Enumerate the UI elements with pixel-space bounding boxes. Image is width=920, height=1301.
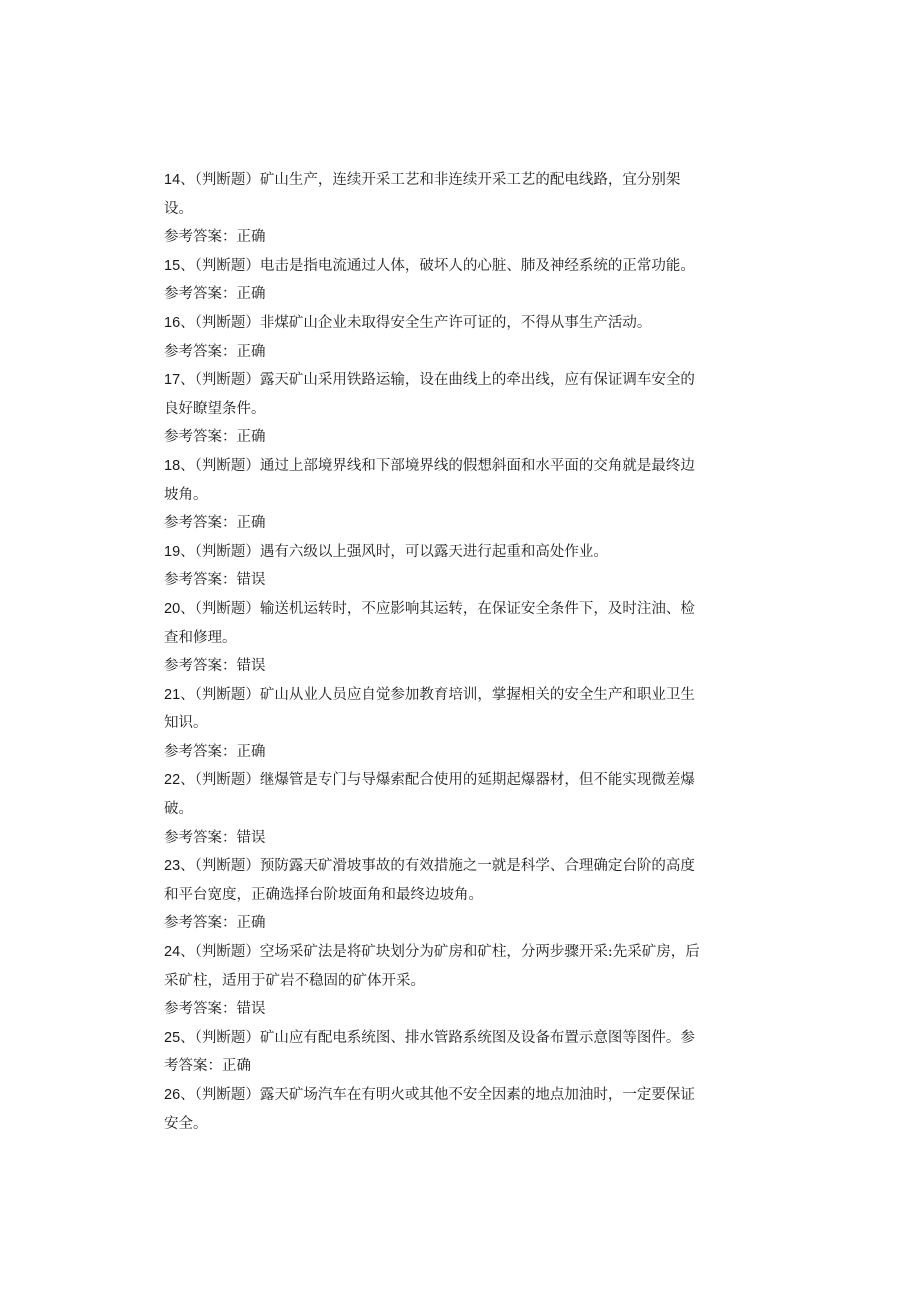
question-text: 遇有六级以上强风时，可以露天进行起重和高处作业。 bbox=[259, 543, 608, 560]
question-text: 安全。 bbox=[164, 1115, 208, 1132]
answer-line bbox=[164, 738, 744, 767]
question-item bbox=[164, 681, 744, 767]
question-number: 14 bbox=[164, 172, 181, 188]
question-line bbox=[164, 166, 744, 195]
answer-label: 参考答案： bbox=[164, 829, 237, 846]
question-number: 16 bbox=[164, 314, 181, 331]
question-type: （判断题） bbox=[194, 1029, 260, 1046]
question-separator: 、 bbox=[180, 457, 195, 474]
answer-line bbox=[164, 509, 744, 538]
question-line bbox=[164, 595, 744, 624]
answer-label: 参考答案： bbox=[164, 915, 237, 932]
question-separator: 、 bbox=[180, 372, 195, 389]
question-item bbox=[164, 538, 744, 595]
question-line bbox=[164, 538, 744, 567]
question-line bbox=[164, 1081, 744, 1110]
question-type: （判断题） bbox=[194, 257, 260, 274]
question-line bbox=[164, 852, 744, 881]
answer-line bbox=[164, 1052, 744, 1081]
question-number: 24 bbox=[164, 944, 181, 961]
question-continuation-line bbox=[164, 195, 744, 224]
question-text: 非煤矿山企业未取得安全生产许可证的，不得从事生产活动。 bbox=[259, 314, 652, 331]
answer-value: 正确 bbox=[236, 286, 266, 303]
answer-line bbox=[164, 223, 744, 252]
question-continuation-line bbox=[164, 881, 744, 910]
question-text: 坡角。 bbox=[164, 486, 208, 503]
question-type: （判断题） bbox=[194, 314, 260, 331]
answer-line bbox=[164, 338, 744, 367]
question-text: 查和修理。 bbox=[164, 629, 237, 646]
question-text: 矿山从业人员应自觉参加教育培训，掌握相关的安全生产和职业卫生 bbox=[259, 686, 695, 703]
question-list bbox=[164, 166, 744, 1138]
question-line bbox=[164, 938, 744, 967]
question-text: 破。 bbox=[164, 801, 193, 818]
question-item bbox=[164, 595, 744, 681]
question-text: 预防露天矿滑坡事故的有效措施之一就是科学、合理确定台阶的高度 bbox=[259, 858, 695, 875]
question-type: （判断题） bbox=[194, 944, 260, 961]
question-separator: 、 bbox=[180, 314, 195, 331]
question-number: 18 bbox=[164, 457, 181, 474]
question-text: 电击是指电流通过人体，破坏人的心脏、肺及神经系统的正常功能。 bbox=[259, 257, 695, 274]
question-text: 矿山应有配电系统图、排水管路系统图及设备布置示意图等图件。参 bbox=[259, 1029, 695, 1046]
question-line bbox=[164, 309, 744, 338]
question-type: （判断题） bbox=[194, 543, 260, 560]
question-type: （判断题） bbox=[194, 172, 260, 188]
answer-value: 错误 bbox=[236, 658, 266, 675]
answer-line bbox=[164, 909, 744, 938]
question-item bbox=[164, 452, 744, 538]
question-item bbox=[164, 1081, 744, 1138]
question-text: 知识。 bbox=[164, 715, 208, 732]
question-number: 19 bbox=[164, 543, 181, 560]
answer-line bbox=[164, 566, 744, 595]
question-text: 输送机运转时，不应影响其运转，在保证安全条件下，及时注油、检 bbox=[259, 600, 695, 617]
question-number: 17 bbox=[164, 372, 181, 389]
question-text: 和平台宽度，正确选择台阶坡面角和最终边坡角。 bbox=[164, 886, 483, 903]
question-number: 22 bbox=[164, 772, 181, 789]
question-continuation-line bbox=[164, 967, 744, 996]
answer-label: 参考答案： bbox=[164, 572, 237, 589]
question-continuation-line bbox=[164, 795, 744, 824]
question-separator: 、 bbox=[180, 858, 195, 875]
question-item bbox=[164, 309, 744, 366]
question-separator: 、 bbox=[180, 944, 195, 961]
question-number: 21 bbox=[164, 686, 181, 703]
answer-label: 参考答案： bbox=[164, 286, 237, 303]
answer-label: 参考答案： bbox=[164, 743, 237, 760]
question-item bbox=[164, 852, 744, 938]
question-type: （判断题） bbox=[194, 372, 260, 389]
question-line bbox=[164, 252, 744, 281]
answer-value: 正确 bbox=[236, 343, 266, 360]
answer-line bbox=[164, 652, 744, 681]
question-type: （判断题） bbox=[194, 772, 260, 789]
question-item bbox=[164, 166, 744, 252]
question-text: 通过上部境界线和下部境界线的假想斜面和水平面的交角就是最终边 bbox=[259, 457, 695, 474]
question-continuation-line bbox=[164, 395, 744, 424]
question-separator: 、 bbox=[180, 686, 195, 703]
question-line bbox=[164, 1024, 744, 1053]
answer-label: 参考答案： bbox=[164, 229, 237, 246]
question-separator: 、 bbox=[180, 1029, 195, 1046]
question-continuation-line bbox=[164, 1110, 744, 1139]
answer-value: 错误 bbox=[236, 829, 266, 846]
question-separator: 、 bbox=[180, 600, 195, 617]
question-text: 露天矿场汽车在有明火或其他不安全因素的地点加油时，一定要保证 bbox=[259, 1087, 695, 1103]
answer-value: 正确 bbox=[222, 1058, 251, 1075]
answer-line bbox=[164, 423, 744, 452]
answer-label: 参考答案： bbox=[164, 515, 237, 532]
question-continuation-line bbox=[164, 481, 744, 510]
question-separator: 、 bbox=[180, 1087, 195, 1103]
question-type: （判断题） bbox=[194, 600, 260, 617]
question-line bbox=[164, 766, 744, 795]
answer-label: 参考答案： bbox=[164, 429, 237, 446]
answer-value: 错误 bbox=[236, 572, 266, 589]
question-number: 23 bbox=[164, 858, 181, 875]
question-number: 15 bbox=[164, 257, 181, 274]
question-type: （判断题） bbox=[194, 686, 260, 703]
question-separator: 、 bbox=[180, 257, 195, 274]
question-number: 25 bbox=[164, 1029, 181, 1046]
answer-label: 参考答案： bbox=[164, 658, 237, 675]
answer-line bbox=[164, 824, 744, 853]
question-item bbox=[164, 766, 744, 852]
question-item bbox=[164, 366, 744, 452]
answer-value: 正确 bbox=[236, 229, 266, 246]
question-text: 露天矿山采用铁路运输，设在曲线上的牵出线，应有保证调车安全的 bbox=[259, 372, 695, 389]
answer-label: 参考答案： bbox=[164, 1001, 237, 1018]
question-line bbox=[164, 452, 744, 481]
question-item bbox=[164, 938, 744, 1024]
answer-value: 错误 bbox=[236, 1001, 266, 1018]
question-type: （判断题） bbox=[194, 457, 260, 474]
answer-value: 正确 bbox=[236, 915, 266, 932]
question-continuation-line bbox=[164, 624, 744, 653]
answer-value: 正确 bbox=[236, 743, 266, 760]
question-text: 设。 bbox=[164, 200, 193, 217]
question-text: 继爆管是专门与导爆索配合使用的延期起爆器材，但不能实现微差爆 bbox=[259, 772, 695, 789]
question-text: 矿山生产，连续开采工艺和非连续开采工艺的配电线路，宜分别架 bbox=[259, 172, 681, 188]
answer-line bbox=[164, 995, 744, 1024]
question-item bbox=[164, 1024, 744, 1081]
question-separator: 、 bbox=[180, 172, 195, 188]
question-number: 26 bbox=[164, 1087, 181, 1103]
question-type: （判断题） bbox=[194, 858, 260, 875]
question-text: 采矿柱，适用于矿岩不稳固的矿体开采。 bbox=[164, 972, 425, 989]
question-continuation-line bbox=[164, 709, 744, 738]
answer-value: 正确 bbox=[236, 515, 266, 532]
answer-label: 考答案： bbox=[164, 1058, 222, 1075]
question-separator: 、 bbox=[180, 543, 195, 560]
question-type: （判断题） bbox=[194, 1087, 260, 1103]
question-line bbox=[164, 681, 744, 710]
answer-value: 正确 bbox=[236, 429, 266, 446]
question-item bbox=[164, 252, 744, 309]
answer-label: 参考答案： bbox=[164, 343, 237, 360]
question-line bbox=[164, 366, 744, 395]
question-number: 20 bbox=[164, 600, 181, 617]
answer-line bbox=[164, 280, 744, 309]
question-text: 良好瞭望条件。 bbox=[164, 400, 266, 417]
question-text: 空场采矿法是将矿块划分为矿房和矿柱，分两步骤开采:先采矿房，后 bbox=[259, 944, 700, 961]
question-separator: 、 bbox=[180, 772, 195, 789]
